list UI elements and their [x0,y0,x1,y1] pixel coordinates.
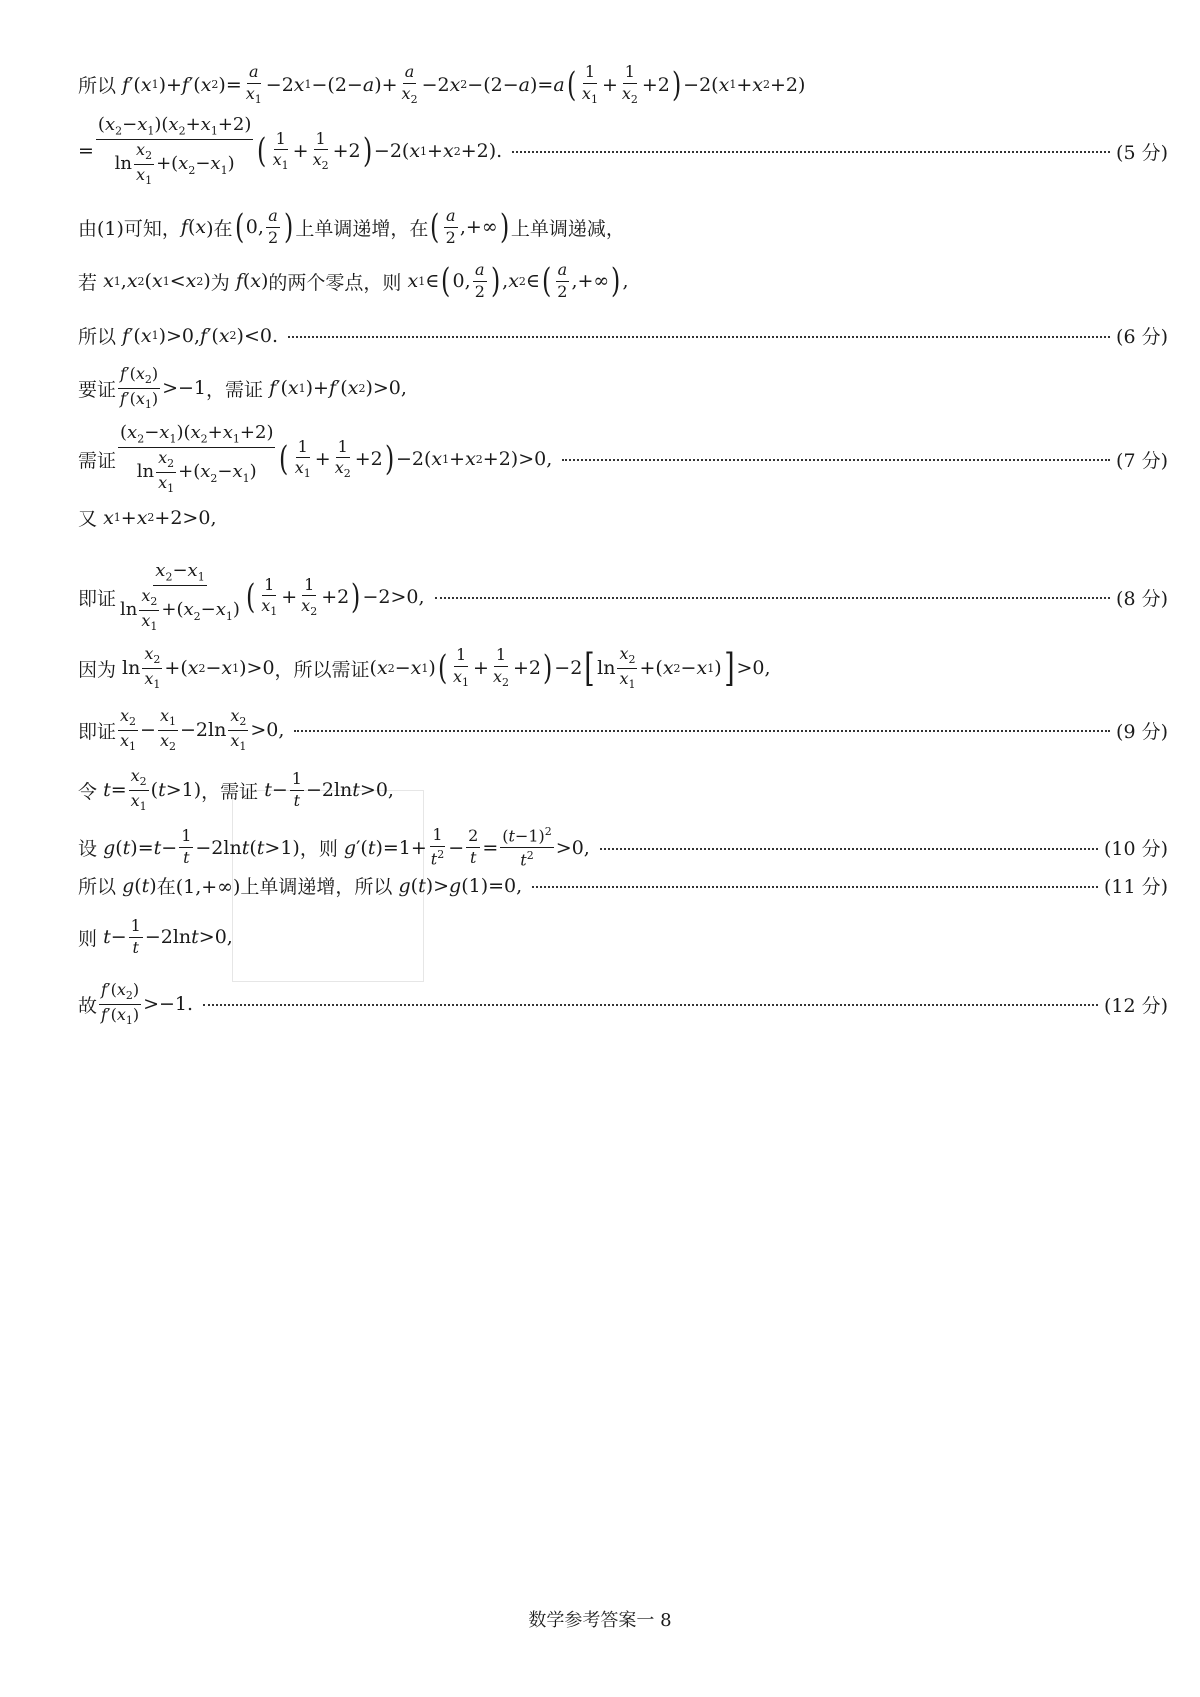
line-15-text-a: 则 [78,927,98,950]
line-6 [78,366,1168,410]
line-12-text-a: 令 [78,780,98,803]
line-14-math-b: g ( t )> g (1)=0, [398,874,523,897]
line-3-text-c: 上单调递减， [510,217,625,240]
line-4-math-b: f ( x ) [235,270,269,293]
line-16 [78,982,1168,1026]
leader-dots [288,336,1110,338]
line-9-math: $x_2-x_1$ ln $\frac{x_2}{x_1}$ $+(x_2-x_1)$ ( $\frac{1}{x_1}$ + $\frac{1}{x_2}$ +2 ) −2>0, [120,560,425,634]
line-12 [78,768,1168,812]
line-10-math-a: ln $\frac{x_2}{x_1}$ +( x 2 − x 1 )>0 [116,644,275,691]
line-12-text-b: ，需证 [201,780,259,803]
line-13-text-b: ，则 [299,838,338,861]
line-14 [78,872,1168,899]
leader-dots [435,597,1110,599]
line-14-text-b: 在(1,+∞)上单调递增，所以 [156,876,393,898]
leader-dots [512,151,1110,153]
leader-dots [532,886,1098,888]
line-8-math: x 1 + x 2 +2>0, [103,506,217,529]
line-11 [78,708,1168,752]
line-7-text-a: 需证 [78,449,117,472]
score-label: (10 分) [1103,838,1168,861]
line-13-math-a: g ( t )= t − $\frac{1}{t}$ −2ln t ( t >1) [103,826,300,868]
score-label: (11 分) [1103,876,1168,898]
line-4 [78,262,1168,301]
line-12-math-a: t = $\frac{x_2}{x_1}$ ( t >1) [103,766,202,813]
leader-dots [562,459,1110,461]
line-10-text-a: 因为 [78,658,117,681]
line-3-math-b: ( $\frac{a}{2}$ ,+∞ ) [430,206,509,248]
line-4-text-c: 的两个零点，则 [268,271,402,294]
line-6-text-a: 要证 [78,378,117,401]
line-1-math: f ′( x 1 )+ f ′( x 2 )= $\frac{a}{x_1}$ −2 x 1 −(2− a )+ $\frac{a}{x_2}$ −2 x 2 −(2− a )= a ( $\frac{1}{x_1}$ + $\frac{1}{x_2}$ +2 ) −2( x 1 + x 2 +2) [122,62,806,106]
leader-dots [600,848,1098,850]
score-label: (9 分) [1116,720,1168,743]
line-5-math: f ′( x 1 )>0, f ′( x 2 )<0. [122,324,278,347]
line-4-math-c: x 1 ∈ ( 0, $\frac{a}{2}$ ) , x 2 ∈ ( $\frac{a}{2}$ ,+∞ ) , [407,260,629,302]
line-10 [78,646,1168,690]
score-label: (5 分) [1116,141,1168,164]
line-13-math-b: g ′( t )=1+ $\frac{1}{t^2}$ − $\frac{2}{t}$ = $\frac{(t-1)^2}{t^2}$ >0, [343,825,590,870]
line-12-math-b: t − $\frac{1}{t}$ −2ln t >0, [264,768,394,810]
line-7 [78,424,1168,495]
line-9 [78,562,1168,633]
line-8-text-a: 又 [78,508,98,530]
line-15-math: t − $\frac{1}{t}$ −2ln t >0, [103,916,233,957]
line-16-text-a: 故 [78,994,98,1017]
line-16-math: $\frac{f'(x_2)}{f'(x_1)}$ >−1. [101,980,194,1027]
leader-dots [294,730,1110,732]
line-6-text-b: ，需证 [206,378,264,401]
line-5-text-a: 所以 [78,326,117,348]
line-2 [78,116,1168,187]
line-5 [78,322,1168,349]
line-13 [78,826,1168,869]
line-3 [78,208,1168,247]
line-1-prefix: 所以 [78,75,117,98]
line-1 [78,64,1168,106]
line-14-math-a: g ( t ) [122,874,157,897]
line-4-text-b: 为 [210,271,230,294]
line-9-text-a: 即证 [78,587,117,610]
line-6-math-a: $\frac{f'(x_2)}{f'(x_1)}$ >−1 [120,364,207,411]
line-13-text-a: 设 [78,838,98,861]
score-label: (8 分) [1116,587,1168,610]
score-label: (6 分) [1116,326,1168,348]
line-4-text-a: 若 [78,271,98,294]
line-8 [78,504,1168,531]
leader-dots [203,1004,1098,1006]
line-3-text-a: 由(1)可知， [78,217,181,240]
line-3-text-b: 上单调递增，在 [295,217,429,240]
line-11-text-a: 即证 [78,720,117,743]
line-2-math: = $(x_2-x_1)(x_2+x_1+2)$ ln $\frac{x_2}{x_1}$ $+(x_2-x_1)$ ( $\frac{1}{x_1}$ + $\frac{1}{x_2}$ +2 ) −2( x 1 + x 2 +2). [78,114,503,188]
line-3-math-a: f ( x )在 ( 0, $\frac{a}{2}$ ) [180,206,294,248]
page-footer: 数学参考答案一 8 [528,1610,672,1631]
line-11-math: $\frac{x_2}{x_1}$ − $\frac{x_1}{x_2}$ −2ln $\frac{x_2}{x_1}$ >0, [120,706,285,753]
line-14-text-a: 所以 [78,876,117,898]
line-15 [78,918,1168,957]
line-7-math: $(x_2-x_1)(x_2+x_1+2)$ ln $\frac{x_2}{x_1}$ $+(x_2-x_1)$ ( $\frac{1}{x_1}$ + $\frac{1}{x_2}$ +2 ) −2( x 1 + x 2 +2)>0, [120,422,553,496]
line-6-math-b: f ′( x 1 )+ f ′( x 2 )>0, [269,377,407,400]
line-4-math-a: x 1 , x 2 ( x 1 < x 2 ) [103,270,211,293]
line-10-math-b: ( x 2 − x 1 ) ( $\frac{1}{x_1}$ + $\frac{1}{x_2}$ +2 ) −2 [ ln $\frac{x_2}{x_1}$ +( x 2 − x 1 ) ] >0, [369,644,771,691]
score-label: (7 分) [1116,449,1168,472]
score-label: (12 分) [1103,994,1168,1017]
line-10-text-b: ，所以需证 [274,658,370,681]
